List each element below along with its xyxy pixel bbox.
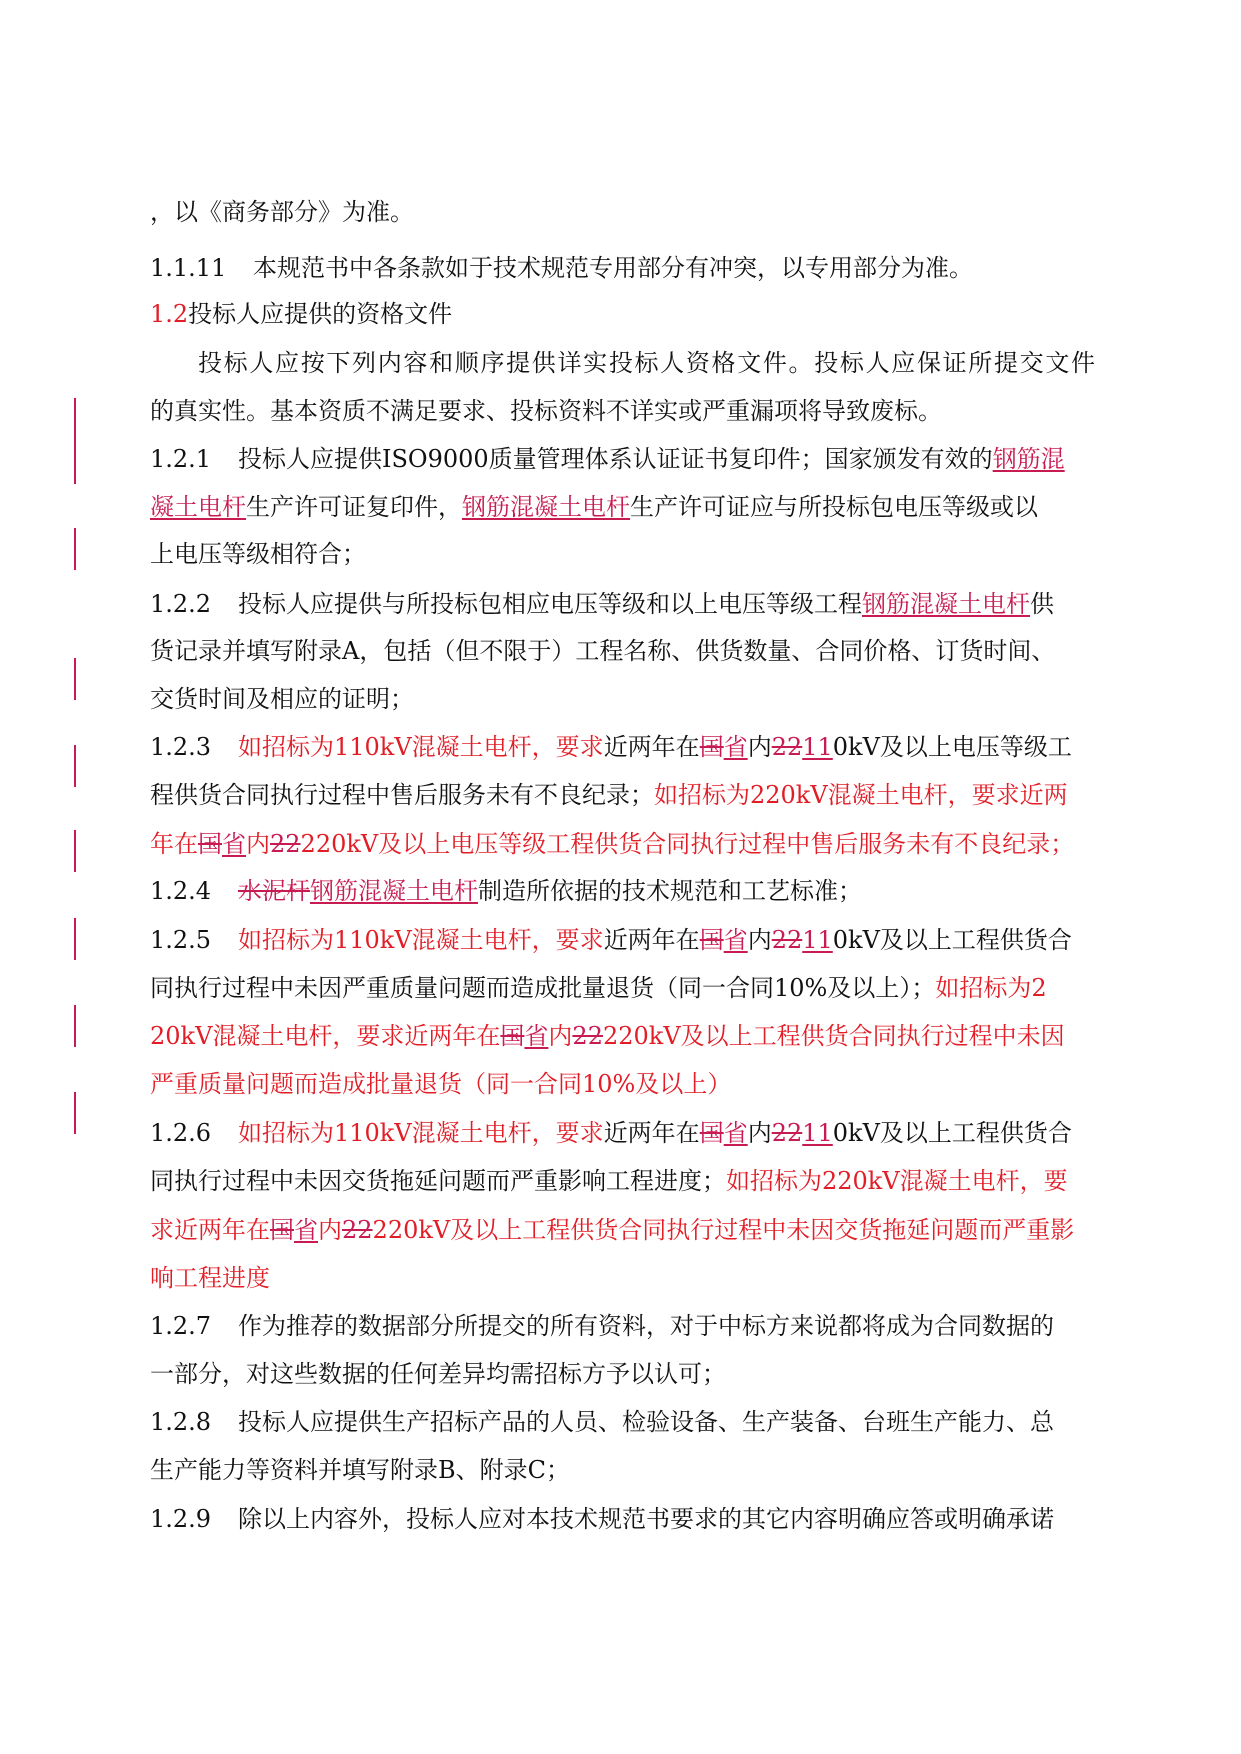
deleted-text: 22 xyxy=(771,733,803,761)
inserted-text: 省 xyxy=(524,1022,549,1050)
inserted-text: 11 xyxy=(802,733,833,761)
red-text: 20kV混凝土电杆，要求近两年在 xyxy=(150,1022,501,1050)
text-line xyxy=(150,538,1095,570)
inserted-text: 省 xyxy=(222,830,246,858)
change-bar xyxy=(74,745,76,787)
clause-1-2-9 xyxy=(150,1503,1095,1535)
text-line xyxy=(150,395,1095,427)
deleted-text: 国 xyxy=(198,830,222,858)
text-line xyxy=(150,1068,1095,1100)
text: 交货时间及相应的证明； xyxy=(150,685,414,713)
text: 0kV及以上工程供货合 xyxy=(832,926,1072,954)
deleted-text: 22 xyxy=(572,1022,603,1050)
deleted-text: 国 xyxy=(699,733,724,761)
text: 供 xyxy=(1030,590,1054,618)
text: 同执行过程中未因严重质量问题而造成批量退货（同一合同10%及以上）； xyxy=(150,974,936,1002)
inserted-text: 钢筋混 xyxy=(992,445,1065,473)
change-bar xyxy=(74,1005,76,1047)
deleted-text: 22 xyxy=(270,830,301,858)
section-number: 1.2 xyxy=(150,300,189,328)
deleted-text: 国 xyxy=(500,1022,525,1050)
text: 投标人应按下列内容和顺序提供详实投标人资格文件。投标人应保证所提交文件 xyxy=(198,349,1095,377)
text-line xyxy=(198,347,1095,379)
text: 本规范书中各条款如于技术规范专用部分有冲突，以专用部分为准。 xyxy=(253,254,973,282)
text: 内 xyxy=(747,733,772,761)
red-text: 内 xyxy=(548,1022,573,1050)
clause-1-2-6 xyxy=(150,1117,1095,1149)
red-text: 如招标为110kV混凝土电杆，要求 xyxy=(238,926,604,954)
section-heading-1-2 xyxy=(150,298,1095,330)
inserted-text: 省 xyxy=(294,1216,318,1244)
text: 作为推荐的数据部分所提交的所有资料，对于中标方来说都将成为合同数据的 xyxy=(238,1312,1054,1340)
clause-number: 1.2.4 xyxy=(150,877,212,905)
text: 制造所依据的技术规范和工艺标准； xyxy=(478,877,862,905)
text: 程供货合同执行过程中售后服务未有不良纪录； xyxy=(150,781,654,809)
deleted-text: 22 xyxy=(342,1216,373,1244)
red-text: 220kV及以上工程供货合同执行过程中未因交货拖延问题而严重影 xyxy=(372,1216,1075,1244)
text: 投标人应提供生产招标产品的人员、检验设备、生产装备、台班生产能力、总 xyxy=(238,1408,1054,1436)
deleted-text: 22 xyxy=(771,926,803,954)
text-line xyxy=(150,1358,1095,1390)
change-bar xyxy=(74,830,76,872)
clause-1-2-4 xyxy=(150,875,1095,907)
text: 近两年在 xyxy=(603,733,700,761)
clause-1-2-3 xyxy=(150,731,1095,763)
inserted-text: 凝土电杆 xyxy=(150,493,246,521)
inserted-text: 省 xyxy=(723,926,748,954)
text-line xyxy=(150,491,1095,523)
inserted-text: 省 xyxy=(723,733,748,761)
change-bar xyxy=(74,398,76,484)
clause-number: 1.2.9 xyxy=(150,1505,212,1533)
text: 0kV及以上工程供货合 xyxy=(832,1119,1072,1147)
text: 投标人应提供与所投标包相应电压等级和以上电压等级工程 xyxy=(238,590,862,618)
red-text: 220kV及以上电压等级工程供货合同执行过程中售后服务未有不良纪录； xyxy=(300,830,1075,858)
inserted-text: 11 xyxy=(802,1119,833,1147)
inserted-text: 11 xyxy=(802,926,833,954)
red-text: 内 xyxy=(318,1216,342,1244)
change-bar xyxy=(74,528,76,570)
clause-1-2-2 xyxy=(150,588,1095,620)
red-text: 220kV及以上工程供货合同执行过程中未因 xyxy=(602,1022,1065,1050)
text: 内 xyxy=(747,926,772,954)
deleted-text: 水泥杆 xyxy=(238,877,310,905)
clause-1-2-7 xyxy=(150,1310,1095,1342)
text: 近两年在 xyxy=(603,926,700,954)
clause-1-1-11 xyxy=(150,252,1095,284)
clause-number: 1.2.2 xyxy=(150,590,212,618)
change-bar xyxy=(74,1092,76,1134)
text: 0kV及以上电压等级工 xyxy=(832,733,1072,761)
text: ，以《商务部分》为准。 xyxy=(150,198,414,226)
clause-number: 1.2.8 xyxy=(150,1408,212,1436)
change-bar xyxy=(74,658,76,700)
clause-1-2-1 xyxy=(150,443,1095,475)
text-line xyxy=(150,1020,1095,1052)
clause-number: 1.2.6 xyxy=(150,1119,212,1147)
clause-1-2-5 xyxy=(150,924,1095,956)
clause-number: 1.2.7 xyxy=(150,1312,212,1340)
text: 一部分，对这些数据的任何差异均需招标方予以认可； xyxy=(150,1360,726,1388)
text: 的真实性。基本资质不满足要求、投标资料不详实或严重漏项将导致废标。 xyxy=(150,397,942,425)
red-text: 如招标为110kV混凝土电杆，要求 xyxy=(238,1119,604,1147)
red-text: 如招标为110kV混凝土电杆，要求 xyxy=(238,733,604,761)
text-line xyxy=(150,828,1095,860)
clause-number: 1.1.11 xyxy=(150,254,227,282)
red-text: 如招标为220kV混凝土电杆，要求近两 xyxy=(654,781,1068,809)
text-line xyxy=(150,1214,1095,1246)
red-text: 如招标为220kV混凝土电杆，要 xyxy=(726,1167,1068,1195)
clause-number: 1.2.5 xyxy=(150,926,212,954)
text: 近两年在 xyxy=(603,1119,700,1147)
inserted-text: 省 xyxy=(723,1119,748,1147)
clause-number: 1.2.3 xyxy=(150,733,212,761)
text: 内 xyxy=(747,1119,772,1147)
text: 上电压等级相符合； xyxy=(150,540,366,568)
text: 除以上内容外，投标人应对本技术规范书要求的其它内容明确应答或明确承诺 xyxy=(238,1505,1054,1533)
text: 生产许可证应与所投标包电压等级或以 xyxy=(630,493,1038,521)
inserted-text: 钢筋混凝土电杆 xyxy=(462,493,630,521)
deleted-text: 国 xyxy=(699,1119,724,1147)
red-text: 如招标为2 xyxy=(935,974,1047,1002)
text-line xyxy=(150,779,1095,811)
red-text: 年在 xyxy=(150,830,198,858)
text: 投标人应提供ISO9000质量管理体系认证证书复印件；国家颁发有效的 xyxy=(238,445,993,473)
inserted-text: 钢筋混凝土电杆 xyxy=(862,590,1030,618)
clause-number: 1.2.1 xyxy=(150,445,212,473)
red-text: 内 xyxy=(246,830,270,858)
text-line xyxy=(150,1454,1095,1486)
red-text: 求近两年在 xyxy=(150,1216,270,1244)
deleted-text: 22 xyxy=(771,1119,803,1147)
inserted-text: 钢筋混凝土电杆 xyxy=(310,877,478,905)
text-line xyxy=(150,1262,1095,1294)
text: 同执行过程中未因交货拖延问题而严重影响工程进度； xyxy=(150,1167,726,1195)
section-title: 投标人应提供的资格文件 xyxy=(188,300,453,328)
text: 生产许可证复印件， xyxy=(246,493,462,521)
text-line xyxy=(150,683,1095,715)
text-line xyxy=(150,1165,1095,1197)
clause-1-2-8 xyxy=(150,1406,1095,1438)
deleted-text: 国 xyxy=(699,926,724,954)
text-line xyxy=(150,972,1095,1004)
change-bar xyxy=(74,918,76,960)
deleted-text: 国 xyxy=(270,1216,294,1244)
text-line xyxy=(150,635,1095,667)
text: 货记录并填写附录A，包括（但不限于）工程名称、供货数量、合同价格、订货时间、 xyxy=(150,637,1056,665)
red-text: 响工程进度 xyxy=(150,1264,270,1292)
text-line xyxy=(150,196,1095,228)
red-text: 严重质量问题而造成批量退货（同一合同10%及以上） xyxy=(150,1070,732,1098)
text: 生产能力等资料并填写附录B、附录C； xyxy=(150,1456,570,1484)
